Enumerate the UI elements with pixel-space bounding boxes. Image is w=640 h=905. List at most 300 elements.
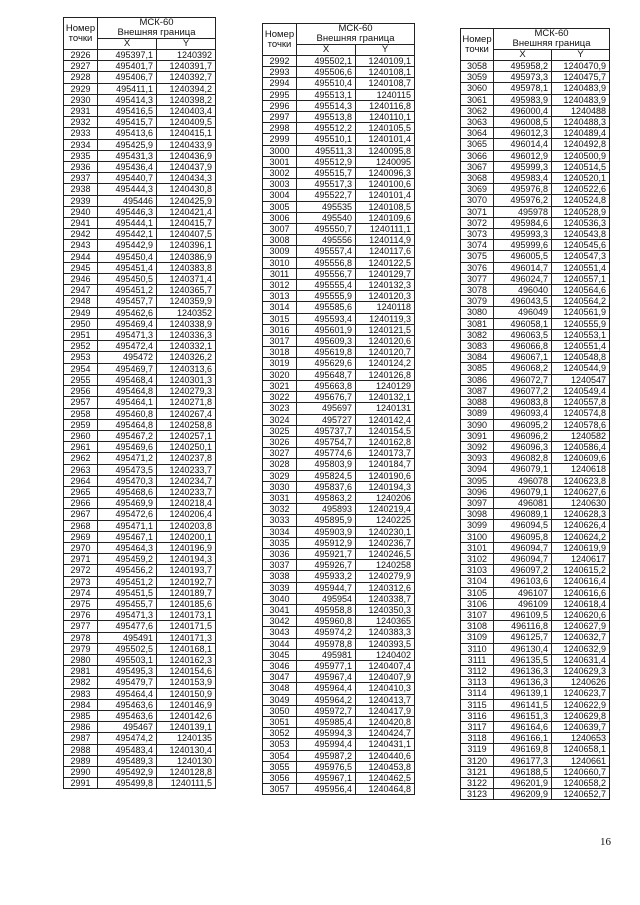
table-row <box>461 520 610 531</box>
table-row <box>263 571 415 582</box>
point-number-cell: 3072 <box>461 217 494 228</box>
point-number-cell: 3083 <box>461 341 494 352</box>
y-value-cell: 1240115 <box>356 89 415 100</box>
point-number-cell: 3073 <box>461 229 494 240</box>
point-number-cell: 2958 <box>64 408 98 419</box>
x-value-cell: 495467 <box>98 722 157 733</box>
point-number-cell: 3109 <box>461 632 494 643</box>
x-value-cell: 495993,3 <box>494 229 552 240</box>
table-row <box>263 336 415 347</box>
y-value-cell: 1240301,3 <box>157 374 216 385</box>
y-value-cell: 1240237,8 <box>157 453 216 464</box>
table-row <box>263 481 415 492</box>
point-number-cell: 3104 <box>461 576 494 587</box>
point-number-cell: 3057 <box>263 784 297 795</box>
y-value-cell: 1240352 <box>157 307 216 318</box>
y-value-cell: 1240639,7 <box>552 721 610 732</box>
point-number-cell: 3047 <box>263 672 297 683</box>
point-number-cell: 3044 <box>263 638 297 649</box>
x-value-cell: 496043,5 <box>494 296 552 307</box>
table-row <box>461 318 610 329</box>
point-number-cell: 3054 <box>263 750 297 761</box>
y-value-cell: 1240619,9 <box>552 542 610 553</box>
x-value-cell: 495556,7 <box>297 268 356 279</box>
point-number-cell: 2992 <box>263 56 297 67</box>
y-value-cell: 1240267,4 <box>157 408 216 419</box>
x-value-cell: 496078 <box>494 475 552 486</box>
point-number-cell: 2948 <box>64 296 98 307</box>
x-value-cell: 496166,1 <box>494 733 552 744</box>
x-value-cell: 496049 <box>494 307 552 318</box>
x-value-cell: 495557,4 <box>297 246 356 257</box>
point-number-cell: 2961 <box>64 442 98 453</box>
system-header <box>494 29 610 50</box>
point-number-cell: 3006 <box>263 212 297 223</box>
table-row <box>461 441 610 452</box>
table-row <box>263 369 415 380</box>
table-row <box>461 229 610 240</box>
table-row <box>64 755 216 766</box>
point-number-cell: 2979 <box>64 643 98 654</box>
x-value-cell: 495512,9 <box>297 156 356 167</box>
y-value-cell: 1240206 <box>356 492 415 503</box>
y-value-cell: 1240114,9 <box>356 235 415 246</box>
x-value-cell: 495463,6 <box>98 699 157 710</box>
y-value-cell: 1240109,6 <box>356 212 415 223</box>
x-value-cell: 495954 <box>297 593 356 604</box>
table-row <box>263 526 415 537</box>
y-value-cell: 1240632,7 <box>552 632 610 643</box>
point-number-cell: 3018 <box>263 347 297 358</box>
x-value-cell: 496093,4 <box>494 408 552 419</box>
y-value-cell: 1240624,2 <box>552 531 610 542</box>
point-number-cell: 3039 <box>263 582 297 593</box>
x-header: X <box>297 45 356 56</box>
point-number-cell: 3010 <box>263 257 297 268</box>
y-value-cell: 1240108,1 <box>356 67 415 78</box>
point-number-cell: 3085 <box>461 363 494 374</box>
point-number-cell: 3081 <box>461 318 494 329</box>
table-row <box>461 374 610 385</box>
y-value-cell: 1240628,3 <box>552 509 610 520</box>
y-value-cell: 1240246,5 <box>356 548 415 559</box>
point-number-cell: 3015 <box>263 313 297 324</box>
y-value-cell: 1240338,9 <box>157 318 216 329</box>
x-value-cell: 495556,8 <box>297 257 356 268</box>
x-value-cell: 495976,8 <box>494 184 552 195</box>
y-value-cell: 1240101,4 <box>356 134 415 145</box>
y-value-cell: 1240233,7 <box>157 486 216 497</box>
table-row <box>64 184 216 195</box>
y-value-cell: 1240553,1 <box>552 329 610 340</box>
y-value-cell: 1240146,9 <box>157 699 216 710</box>
point-number-cell: 3097 <box>461 497 494 508</box>
y-value-cell: 1240393,5 <box>356 638 415 649</box>
point-number-cell: 2976 <box>64 610 98 621</box>
table-row <box>263 403 415 414</box>
x-value-cell: 495467,1 <box>98 531 157 542</box>
y-value-cell: 1240417,9 <box>356 705 415 716</box>
table-row <box>263 112 415 123</box>
point-number-cell: 2970 <box>64 542 98 553</box>
y-value-cell: 1240475,7 <box>552 72 610 83</box>
x-value-cell: 495469,4 <box>98 318 157 329</box>
x-value-cell: 495824,5 <box>297 470 356 481</box>
table-row <box>461 553 610 564</box>
point-number-cell: 3086 <box>461 374 494 385</box>
y-value-cell: 1240392,7 <box>157 72 216 83</box>
table-row <box>64 397 216 408</box>
y-value-cell: 1240582 <box>552 430 610 441</box>
page-number: 16 <box>600 836 611 848</box>
table-row <box>263 716 415 727</box>
table-row <box>64 419 216 430</box>
x-value-cell: 495451,4 <box>98 262 157 273</box>
table-row <box>461 251 610 262</box>
x-value-cell: 496067,1 <box>494 352 552 363</box>
point-number-cell: 3048 <box>263 683 297 694</box>
table-row <box>263 773 415 784</box>
y-value-cell: 1240620,6 <box>552 609 610 620</box>
y-value-cell: 1240551,4 <box>552 262 610 273</box>
y-value-cell: 1240233,7 <box>157 464 216 475</box>
y-value-cell: 1240394,2 <box>157 83 216 94</box>
y-value-cell: 1240154,5 <box>356 425 415 436</box>
point-number-cell: 2984 <box>64 699 98 710</box>
y-value-cell: 1240564,6 <box>552 285 610 296</box>
y-value-cell: 1240564,2 <box>552 296 610 307</box>
y-value-cell: 1240453,8 <box>356 761 415 772</box>
y-value-cell: 1240464,8 <box>356 784 415 795</box>
x-value-cell: 496024,7 <box>494 273 552 284</box>
y-value-cell: 1240117,6 <box>356 246 415 257</box>
x-value-cell: 496094,5 <box>494 520 552 531</box>
x-value-cell: 495727 <box>297 414 356 425</box>
table-row <box>461 464 610 475</box>
x-value-cell: 495477,6 <box>98 621 157 632</box>
y-value-cell: 1240483,9 <box>552 94 610 105</box>
point-number-cell: 3116 <box>461 710 494 721</box>
x-header: X <box>494 50 552 61</box>
y-value-cell: 1240489,4 <box>552 128 610 139</box>
x-value-cell: 495460,8 <box>98 408 157 419</box>
y-value-cell: 1240407,4 <box>356 660 415 671</box>
point-number-cell: 3088 <box>461 397 494 408</box>
y-value-cell: 1240437,9 <box>157 162 216 173</box>
x-value-cell: 495492,9 <box>98 767 157 778</box>
point-number-cell: 2938 <box>64 184 98 195</box>
point-number-cell: 2985 <box>64 710 98 721</box>
table-row <box>461 195 610 206</box>
x-value-cell: 495464,1 <box>98 397 157 408</box>
x-value-cell: 495754,7 <box>297 436 356 447</box>
table-row <box>461 397 610 408</box>
point-number-cell: 2928 <box>64 72 98 83</box>
table-row <box>64 722 216 733</box>
y-value-cell: 1240421,4 <box>157 206 216 217</box>
table-row <box>461 94 610 105</box>
y-value-cell: 1240142,4 <box>356 414 415 425</box>
x-value-cell: 495463,6 <box>98 710 157 721</box>
point-number-cell: 2997 <box>263 112 297 123</box>
table-row <box>263 235 415 246</box>
table-row <box>263 257 415 268</box>
y-value-cell: 1240618 <box>552 464 610 475</box>
table-row <box>263 179 415 190</box>
table-row <box>461 128 610 139</box>
table-row <box>461 677 610 688</box>
table-row <box>64 699 216 710</box>
x-value-cell: 496014,4 <box>494 139 552 150</box>
y-value-cell: 1240492,8 <box>552 139 610 150</box>
table-row <box>461 766 610 777</box>
table-row <box>64 430 216 441</box>
y-value-cell: 1240258 <box>356 560 415 571</box>
point-number-cell: 2946 <box>64 274 98 285</box>
y-value-cell: 1240630 <box>552 497 610 508</box>
point-number-cell: 2962 <box>64 453 98 464</box>
y-value-cell: 1240230,1 <box>356 526 415 537</box>
point-number-cell: 3064 <box>461 128 494 139</box>
point-number-cell: 2933 <box>64 128 98 139</box>
table-row <box>64 542 216 553</box>
x-value-cell: 496097,2 <box>494 565 552 576</box>
x-value-cell: 495456,2 <box>98 565 157 576</box>
point-number-cell: 2999 <box>263 134 297 145</box>
point-number-cell: 3052 <box>263 728 297 739</box>
point-number-cell: 3113 <box>461 677 494 688</box>
y-value-cell: 1240514,5 <box>552 161 610 172</box>
point-number-cell: 2926 <box>64 50 98 61</box>
y-value-cell: 1240108,7 <box>356 78 415 89</box>
x-value-cell: 495397,1 <box>98 50 157 61</box>
y-value-cell: 1240236,7 <box>356 537 415 548</box>
x-value-cell: 495489,3 <box>98 755 157 766</box>
table-row <box>461 643 610 654</box>
y-value-cell: 1240548,8 <box>552 352 610 363</box>
y-value-cell: 1240615,2 <box>552 565 610 576</box>
y-value-cell: 1240153,9 <box>157 677 216 688</box>
x-value-cell: 496151,3 <box>494 710 552 721</box>
y-value-cell: 1240574,8 <box>552 408 610 419</box>
point-number-cell: 3060 <box>461 83 494 94</box>
x-value-cell: 495415,7 <box>98 117 157 128</box>
table-row <box>263 224 415 235</box>
y-value-cell: 1240116,8 <box>356 100 415 111</box>
table-row <box>64 307 216 318</box>
table-row <box>461 139 610 150</box>
table-row <box>64 195 216 206</box>
table-row <box>263 660 415 671</box>
point-number-cell: 3087 <box>461 385 494 396</box>
point-number-cell: 3038 <box>263 571 297 582</box>
point-number-cell: 3045 <box>263 649 297 660</box>
point-number-cell: 3121 <box>461 766 494 777</box>
y-value-cell: 1240142,6 <box>157 710 216 721</box>
y-value-cell: 1240396,1 <box>157 240 216 251</box>
table-row <box>263 537 415 548</box>
table-row <box>64 274 216 285</box>
table-row <box>461 430 610 441</box>
y-value-cell: 1240095,8 <box>356 145 415 156</box>
y-value-cell: 1240326,2 <box>157 352 216 363</box>
table-row <box>263 358 415 369</box>
y-value-cell: 1240425,9 <box>157 195 216 206</box>
point-number-cell: 3069 <box>461 184 494 195</box>
x-value-cell: 495983,9 <box>494 94 552 105</box>
table-row <box>64 710 216 721</box>
y-value-cell: 1240193,7 <box>157 565 216 576</box>
coordinate-table-2 <box>262 23 415 795</box>
y-value-cell: 1240586,4 <box>552 441 610 452</box>
y-value-cell: 1240162,3 <box>157 654 216 665</box>
table-row <box>64 744 216 755</box>
table-row <box>263 190 415 201</box>
x-value-cell: 496096,3 <box>494 441 552 452</box>
point-number-cell: 2940 <box>64 206 98 217</box>
x-value-cell: 495471,1 <box>98 520 157 531</box>
y-value-cell: 1240359,9 <box>157 296 216 307</box>
table-row <box>461 307 610 318</box>
x-value-cell: 496125,7 <box>494 632 552 643</box>
x-value-cell: 495976,5 <box>297 761 356 772</box>
y-value-cell: 1240470,9 <box>552 61 610 72</box>
y-value-cell: 1240407,9 <box>356 672 415 683</box>
table-row <box>263 56 415 67</box>
table-row <box>263 649 415 660</box>
table-row <box>263 324 415 335</box>
point-number-cell: 2993 <box>263 67 297 78</box>
x-value-cell: 495737,7 <box>297 425 356 436</box>
y-value-cell: 1240121,5 <box>356 324 415 335</box>
table-row <box>263 123 415 134</box>
table-row <box>263 156 415 167</box>
x-value-cell: 495556 <box>297 235 356 246</box>
x-value-cell: 496095,8 <box>494 531 552 542</box>
table-row <box>64 94 216 105</box>
point-number-cell: 2947 <box>64 285 98 296</box>
table-row <box>461 654 610 665</box>
point-number-cell: 3100 <box>461 531 494 542</box>
table-row <box>263 291 415 302</box>
point-number-cell: 3076 <box>461 262 494 273</box>
table-row <box>64 610 216 621</box>
point-number-cell: 2991 <box>64 778 98 789</box>
y-value-cell: 1240420,8 <box>356 716 415 727</box>
table-row <box>64 139 216 150</box>
point-number-cell: 3004 <box>263 190 297 201</box>
y-value-cell: 1240658,2 <box>552 778 610 789</box>
x-value-cell: 495411,1 <box>98 83 157 94</box>
x-value-cell: 495984,6 <box>494 217 552 228</box>
point-number-cell: 2968 <box>64 520 98 531</box>
table-row <box>64 374 216 385</box>
point-number-cell: 2975 <box>64 598 98 609</box>
x-value-cell: 496141,5 <box>494 699 552 710</box>
x-value-cell: 495479,7 <box>98 677 157 688</box>
x-value-cell: 495601,9 <box>297 324 356 335</box>
x-value-cell: 495515,7 <box>297 168 356 179</box>
table-row <box>461 408 610 419</box>
point-number-cell: 3020 <box>263 369 297 380</box>
point-number-cell: 3011 <box>263 268 297 279</box>
y-value-cell: 1240618,4 <box>552 598 610 609</box>
y-value-cell: 1240522,6 <box>552 184 610 195</box>
x-value-cell: 495472 <box>98 352 157 363</box>
point-number-cell: 3077 <box>461 273 494 284</box>
point-number-cell: 3080 <box>461 307 494 318</box>
x-value-cell: 495464,8 <box>98 386 157 397</box>
point-number-cell: 3079 <box>461 296 494 307</box>
point-number-cell: 2960 <box>64 430 98 441</box>
point-number-cell: 2944 <box>64 251 98 262</box>
y-header: Y <box>157 39 216 50</box>
point-number-cell: 3091 <box>461 430 494 441</box>
x-value-cell: 496130,4 <box>494 643 552 654</box>
point-number-cell: 3074 <box>461 240 494 251</box>
x-value-cell: 496066,8 <box>494 341 552 352</box>
x-value-cell: 495555,9 <box>297 291 356 302</box>
point-number-cell: 3102 <box>461 553 494 564</box>
x-value-cell: 495442,9 <box>98 240 157 251</box>
y-value-cell: 1240131 <box>356 403 415 414</box>
point-number-cell: 3009 <box>263 246 297 257</box>
x-value-cell: 495444,3 <box>98 184 157 195</box>
x-value-cell: 496083,8 <box>494 397 552 408</box>
y-value-cell: 1240545,6 <box>552 240 610 251</box>
x-value-cell: 495451,2 <box>98 576 157 587</box>
x-value-cell: 495994,4 <box>297 739 356 750</box>
x-value-cell: 495522,7 <box>297 190 356 201</box>
table-body <box>64 50 216 789</box>
x-value-cell: 496079,1 <box>494 486 552 497</box>
table-row <box>64 587 216 598</box>
y-value-cell: 1240111,5 <box>157 778 216 789</box>
table-row <box>263 593 415 604</box>
y-value-cell: 1240557,8 <box>552 397 610 408</box>
y-value-cell: 1240095 <box>356 156 415 167</box>
y-value-cell: 1240312,6 <box>356 582 415 593</box>
y-value-cell: 1240629,3 <box>552 665 610 676</box>
x-value-cell: 495926,7 <box>297 560 356 571</box>
y-value-cell: 1240168,1 <box>157 643 216 654</box>
y-value-cell: 1240622,9 <box>552 699 610 710</box>
table-row <box>461 699 610 710</box>
table-row <box>461 296 610 307</box>
y-value-cell: 1240108,5 <box>356 201 415 212</box>
y-value-cell: 1240258,8 <box>157 419 216 430</box>
y-value-cell: 1240616,6 <box>552 587 610 598</box>
x-value-cell: 495472,4 <box>98 341 157 352</box>
y-value-cell: 1240130 <box>157 755 216 766</box>
table-row <box>461 542 610 553</box>
y-value-cell: 1240122,5 <box>356 257 415 268</box>
table-row <box>263 280 415 291</box>
point-number-cell: 3017 <box>263 336 297 347</box>
y-value-cell: 1240336,3 <box>157 330 216 341</box>
x-value-cell: 496089,1 <box>494 509 552 520</box>
point-number-cell: 3065 <box>461 139 494 150</box>
table-row <box>461 206 610 217</box>
table-row <box>263 78 415 89</box>
x-value-cell: 495903,9 <box>297 526 356 537</box>
table-row <box>263 492 415 503</box>
y-value-cell: 1240100,6 <box>356 179 415 190</box>
point-number-cell: 3123 <box>461 789 494 800</box>
x-value-cell: 495473,5 <box>98 464 157 475</box>
y-value-cell: 1240130,4 <box>157 744 216 755</box>
point-number-cell: 3111 <box>461 654 494 665</box>
